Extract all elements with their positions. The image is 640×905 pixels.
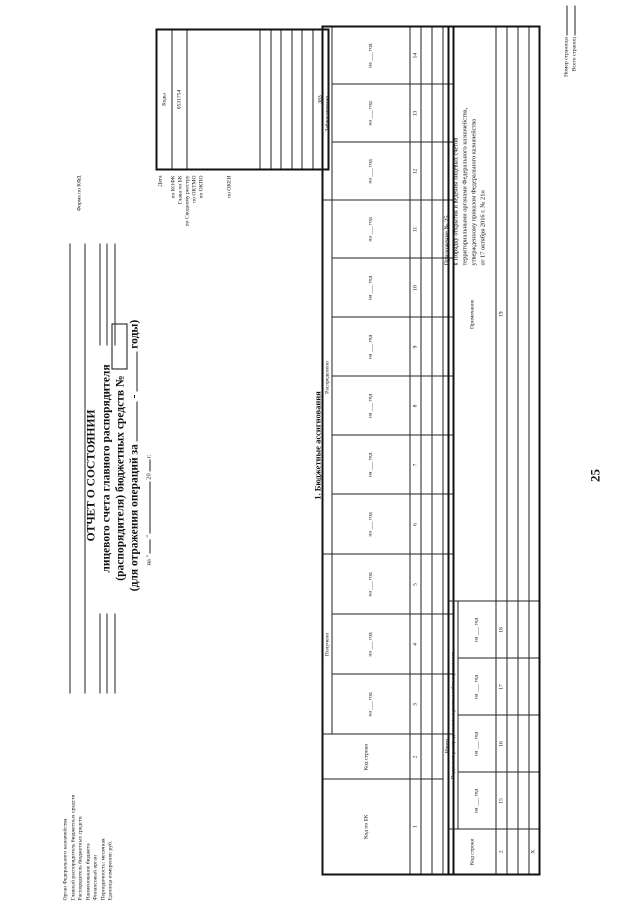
column-number: 8 bbox=[409, 376, 420, 435]
appendix-line: к Порядку открытия и ведения лицевых счетов bbox=[452, 137, 459, 265]
col-header-row-code: Код строки bbox=[448, 829, 495, 874]
table-row bbox=[431, 26, 442, 874]
data-cell[interactable] bbox=[431, 142, 442, 200]
codes-label: Форма по КФД bbox=[76, 175, 82, 211]
data-cell[interactable] bbox=[420, 258, 431, 317]
column-number: 7 bbox=[409, 435, 420, 494]
column-number: 2 bbox=[495, 829, 506, 874]
data-cell[interactable] bbox=[420, 142, 431, 200]
data-cell[interactable] bbox=[431, 84, 442, 142]
data-cell[interactable] bbox=[506, 772, 517, 829]
data-cell[interactable] bbox=[420, 614, 431, 674]
code-cell[interactable] bbox=[302, 29, 313, 169]
code-cell[interactable] bbox=[260, 29, 271, 169]
data-cell[interactable] bbox=[517, 658, 528, 715]
column-number: 15 bbox=[495, 772, 506, 829]
year-header-cell: на ___ год bbox=[331, 494, 409, 554]
column-number: 14 bbox=[409, 26, 420, 84]
report-period bbox=[127, 310, 141, 600]
column-number: 4 bbox=[409, 614, 420, 674]
column-number: 9 bbox=[409, 317, 420, 376]
data-cell[interactable] bbox=[431, 674, 442, 734]
period-end-label: годы) bbox=[128, 319, 140, 349]
fill-line-budget-2[interactable] bbox=[106, 243, 107, 345]
column-number: 19 bbox=[495, 26, 506, 601]
column-number-row bbox=[409, 26, 420, 874]
data-cell[interactable] bbox=[431, 779, 442, 874]
data-cell[interactable] bbox=[420, 554, 431, 614]
header-field-label: Наименование бюджета bbox=[84, 842, 91, 900]
data-cell[interactable] bbox=[420, 674, 431, 734]
total-pages-field[interactable] bbox=[574, 5, 575, 35]
date-quote: " bbox=[145, 534, 152, 538]
page-footer bbox=[562, 5, 578, 125]
data-cell[interactable] bbox=[431, 376, 442, 435]
code-cell[interactable] bbox=[281, 29, 292, 169]
group-header-received: Получено bbox=[322, 554, 331, 734]
year-header-cell: на ___ год bbox=[331, 200, 409, 258]
header-field-label: Распорядитель бюджетных средств bbox=[77, 815, 83, 900]
data-cell[interactable] bbox=[420, 494, 431, 554]
data-cell[interactable] bbox=[431, 734, 442, 779]
column-number: 1 bbox=[409, 779, 420, 874]
date-day-field[interactable] bbox=[149, 539, 150, 553]
x-row bbox=[528, 26, 539, 874]
header-field-label: Единица измерения: руб. bbox=[107, 840, 113, 900]
data-cell[interactable] bbox=[528, 715, 539, 772]
column-number: 16 bbox=[495, 715, 506, 772]
data-cell[interactable] bbox=[528, 601, 539, 658]
data-cell[interactable] bbox=[420, 376, 431, 435]
codes-label: Глава по БК bbox=[177, 175, 183, 204]
appendix-line: Приложение № 25 bbox=[443, 215, 450, 265]
year-header-cell: на ___ год bbox=[331, 376, 409, 435]
data-cell[interactable] bbox=[528, 658, 539, 715]
data-cell[interactable] bbox=[528, 772, 539, 829]
year-header-cell: на ___ год bbox=[331, 554, 409, 614]
data-cell[interactable] bbox=[506, 829, 517, 874]
report-subtitle: лицевого счета главного распорядителя bbox=[100, 363, 112, 573]
column-number: 13 bbox=[409, 84, 420, 142]
header-field-label: Периодичность: месячная bbox=[99, 837, 106, 900]
codes-label: Дата bbox=[157, 175, 163, 187]
col-header-row-code: Код строки bbox=[322, 734, 409, 779]
fill-line-rbs[interactable] bbox=[99, 613, 100, 693]
data-cell[interactable] bbox=[431, 554, 442, 614]
page-number-field[interactable] bbox=[566, 5, 567, 35]
data-cell[interactable] bbox=[420, 84, 431, 142]
data-cell[interactable] bbox=[517, 715, 528, 772]
codes-label: по ОКПО bbox=[198, 175, 204, 199]
data-cell[interactable] bbox=[420, 435, 431, 494]
data-cell[interactable] bbox=[431, 258, 442, 317]
table-row bbox=[420, 26, 431, 874]
year-header-cell: на ___ год bbox=[457, 601, 495, 658]
year-header-cell: на ___ год bbox=[331, 26, 409, 84]
data-cell[interactable] bbox=[517, 772, 528, 829]
data-cell[interactable] bbox=[506, 601, 517, 658]
header-fields bbox=[62, 740, 115, 900]
year-header-cell: на ___ год bbox=[331, 317, 409, 376]
data-cell[interactable] bbox=[420, 26, 431, 84]
year-header-cell: на ___ год bbox=[457, 715, 495, 772]
period-end-field[interactable] bbox=[136, 351, 137, 391]
fill-line-fin-organ-2[interactable] bbox=[114, 243, 115, 345]
year-header-cell: на ___ год bbox=[331, 435, 409, 494]
column-number: 18 bbox=[495, 601, 506, 658]
year-header-cell: на ___ год bbox=[331, 142, 409, 200]
column-number: 5 bbox=[409, 554, 420, 614]
codes-label: по ОКЕИ bbox=[226, 175, 232, 198]
codes-header: Коды bbox=[156, 29, 172, 169]
codes-label: по ОКТМО bbox=[191, 175, 197, 203]
report-title: ОТЧЕТ О СОСТОЯНИИ bbox=[85, 409, 97, 541]
fill-line-budget[interactable] bbox=[106, 613, 107, 693]
col-header-note: Примечание bbox=[448, 26, 495, 601]
fill-line-rbs-2[interactable] bbox=[99, 243, 100, 345]
section1-title: 1. Бюджетные ассигнования bbox=[312, 390, 322, 500]
data-cell[interactable] bbox=[506, 715, 517, 772]
table-row bbox=[517, 26, 528, 874]
x-mark: X bbox=[528, 829, 539, 874]
year-header-cell: на ___ год bbox=[331, 614, 409, 674]
data-cell[interactable] bbox=[420, 779, 431, 874]
column-number: 3 bbox=[409, 674, 420, 734]
data-cell[interactable] bbox=[517, 829, 528, 874]
data-cell[interactable] bbox=[431, 317, 442, 376]
fill-line-ofk[interactable] bbox=[69, 243, 70, 693]
codes-label: по КОФК bbox=[170, 175, 176, 199]
code-cell[interactable]: 383 bbox=[312, 29, 328, 169]
data-cell[interactable] bbox=[431, 200, 442, 258]
budget-allocations-table bbox=[321, 25, 454, 875]
group-header-subject: Подлежит распределению с учетом заблокированных bbox=[448, 601, 457, 829]
column-number: 12 bbox=[409, 142, 420, 200]
year-header-cell: на ___ год bbox=[457, 658, 495, 715]
data-cell[interactable] bbox=[506, 658, 517, 715]
codes-label: по Сводному реестру bbox=[184, 175, 190, 226]
data-cell[interactable] bbox=[420, 734, 431, 779]
group-header-distributed: Распределено bbox=[322, 200, 331, 554]
date-year-prefix: 20 bbox=[145, 472, 152, 480]
account-number-box[interactable] bbox=[111, 323, 127, 369]
data-cell[interactable] bbox=[431, 26, 442, 84]
header-field-label: Главный распорядитель бюджетных средств bbox=[69, 794, 76, 900]
header-field-label: Финансовый орган bbox=[92, 854, 98, 900]
fill-line-fin-organ[interactable] bbox=[114, 613, 115, 693]
data-cell[interactable] bbox=[506, 26, 517, 601]
total-label: Итого bbox=[444, 738, 451, 753]
appendix-line: территориальными органами Федерального казначейства, bbox=[461, 107, 468, 265]
data-cell[interactable] bbox=[517, 601, 528, 658]
date-suffix: г. bbox=[145, 453, 152, 458]
fill-line-grbs[interactable] bbox=[84, 243, 85, 693]
date-month-field[interactable] bbox=[149, 481, 150, 533]
code-cell[interactable] bbox=[291, 29, 302, 169]
code-cell[interactable]: 0531754 bbox=[172, 29, 187, 169]
group-header-blocked: Заблокировано bbox=[322, 26, 331, 200]
col-header-bk: Код по БК bbox=[322, 779, 409, 874]
report-date bbox=[145, 365, 152, 565]
data-cell[interactable] bbox=[431, 435, 442, 494]
subject-distribution-table bbox=[447, 25, 540, 875]
year-header-cell: на ___ год bbox=[331, 84, 409, 142]
footer-page-number: Номер страницы bbox=[562, 5, 570, 125]
code-cell[interactable] bbox=[187, 29, 260, 169]
year-header-cell: на ___ год bbox=[457, 772, 495, 829]
column-number: 6 bbox=[409, 494, 420, 554]
appendix-line: утвержденному приказом Федерального казначейства bbox=[470, 118, 477, 265]
column-number: 10 bbox=[409, 258, 420, 317]
column-number: 17 bbox=[495, 658, 506, 715]
date-prefix: на " bbox=[145, 554, 152, 565]
data-cell[interactable] bbox=[420, 200, 431, 258]
report-subtitle-account: (распорядителя) бюджетных средств № bbox=[114, 375, 126, 581]
data-cell[interactable] bbox=[517, 26, 528, 601]
table-row bbox=[506, 26, 517, 874]
data-cell[interactable] bbox=[420, 317, 431, 376]
page-number: 25 bbox=[587, 468, 602, 482]
empty-cell bbox=[528, 26, 539, 601]
date-year-field[interactable] bbox=[149, 459, 150, 471]
header-field-label: Орган Федерального казначейства bbox=[62, 818, 68, 900]
column-number-row bbox=[495, 26, 506, 874]
data-cell[interactable] bbox=[431, 494, 442, 554]
period-label: (для отражения операций за bbox=[128, 443, 140, 591]
codes-table bbox=[155, 28, 329, 170]
year-header-cell: на ___ год bbox=[331, 258, 409, 317]
footer-total-pages: Всего страниц bbox=[570, 5, 578, 125]
data-cell[interactable] bbox=[431, 614, 442, 674]
period-start-field[interactable] bbox=[136, 401, 137, 441]
appendix-line: от 17 октября 2016 г. № 21н bbox=[479, 189, 486, 265]
year-header-cell: на ___ год bbox=[331, 674, 409, 734]
period-dash: - bbox=[128, 394, 140, 398]
code-cell[interactable] bbox=[270, 29, 281, 169]
column-number: 11 bbox=[409, 200, 420, 258]
column-number: 2 bbox=[409, 734, 420, 779]
